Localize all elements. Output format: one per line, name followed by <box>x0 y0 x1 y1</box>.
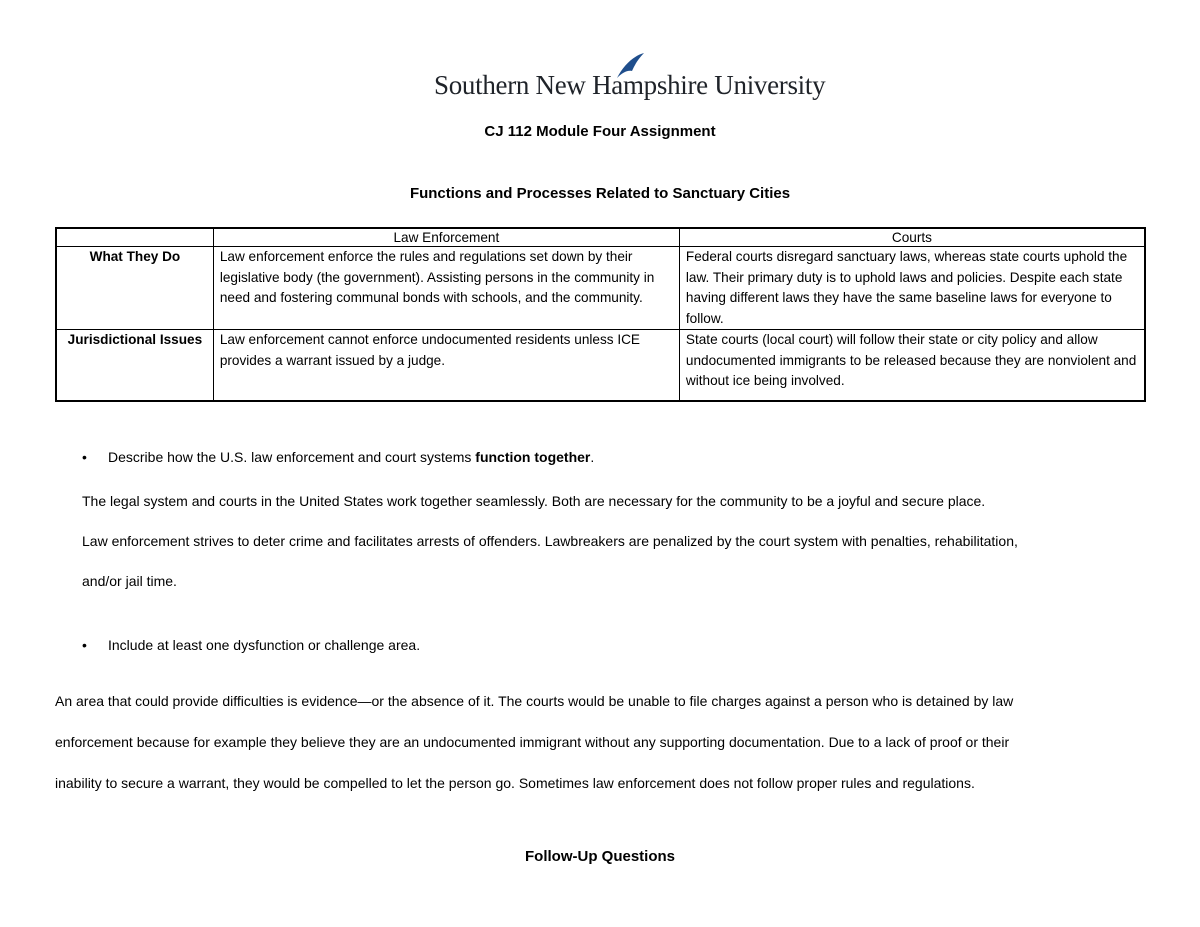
cell-courts: State courts (local court) will follow their state or city policy and allow undocumented immigrants to be released because they are nonviolent and without ice being involved. <box>679 330 1145 402</box>
bullet-marker: • <box>82 449 87 465</box>
row-label-what-they-do: What They Do <box>56 247 213 330</box>
bullet-item-challenge-area <box>82 637 420 653</box>
table-header-row <box>56 228 1145 247</box>
answer1-line: and/or jail time. <box>82 573 177 589</box>
cell-law-enforcement: Law enforcement cannot enforce undocumented residents unless ICE provides a warrant issued by a judge. <box>213 330 679 402</box>
logo-wordmark: Southern New Hampshire University <box>434 70 826 100</box>
bullet-item-function-together <box>82 449 594 465</box>
university-logo <box>434 52 826 108</box>
document-subtitle: Functions and Processes Related to Sanctuary Cities <box>409 185 791 202</box>
bullet-text-end: . <box>590 449 595 465</box>
bullet-bold-text: function together <box>475 449 591 465</box>
bullet-text: Describe how the U.S. law enforcement and court systems <box>108 449 476 465</box>
cell-courts: Federal courts disregard sanctuary laws, whereas state courts uphold the law. Their primary duty is to uphold laws and policies. Despite each state having different laws they have the same baseline laws for everyone to follow. <box>679 247 1145 330</box>
followup-heading: Follow-Up Questions <box>525 848 675 865</box>
table-row <box>56 247 1145 330</box>
table-row <box>56 330 1145 402</box>
header-cell-courts: Courts <box>679 228 1145 247</box>
answer2-line: enforcement because for example they believe they are an undocumented immigrant without any supporting documentation. Due to a lack of proof or their <box>55 734 1010 750</box>
answer1-line: Law enforcement strives to deter crime and facilitates arrests of offenders. Lawbreakers are penalized by the court system with penalties, rehabilitation, <box>82 533 1018 549</box>
bullet-text: Include at least one dysfunction or challenge area. <box>108 637 421 653</box>
sanctuary-table <box>55 227 1146 402</box>
row-label-jurisdictional-issues: Jurisdictional Issues <box>56 330 213 402</box>
header-cell-empty <box>56 228 213 247</box>
answer2-line: inability to secure a warrant, they would be compelled to let the person go. Sometimes law enforcement does not follow proper rules and regulations. <box>55 775 975 791</box>
answer2-line: An area that could provide difficulties is evidence—or the absence of it. The courts would be unable to file charges against a person who is detained by law <box>55 693 1014 709</box>
cell-law-enforcement: Law enforcement enforce the rules and regulations set down by their legislative body (the government). Assisting persons in the community in need and fostering communal bonds with schools, and the community. <box>213 247 679 330</box>
header-cell-law-enforcement: Law Enforcement <box>213 228 679 247</box>
bullet-marker: • <box>82 637 87 653</box>
assignment-title: CJ 112 Module Four Assignment <box>484 123 716 140</box>
answer1-line: The legal system and courts in the United States work together seamlessly. Both are necessary for the community to be a joyful and secure place. <box>82 493 986 509</box>
